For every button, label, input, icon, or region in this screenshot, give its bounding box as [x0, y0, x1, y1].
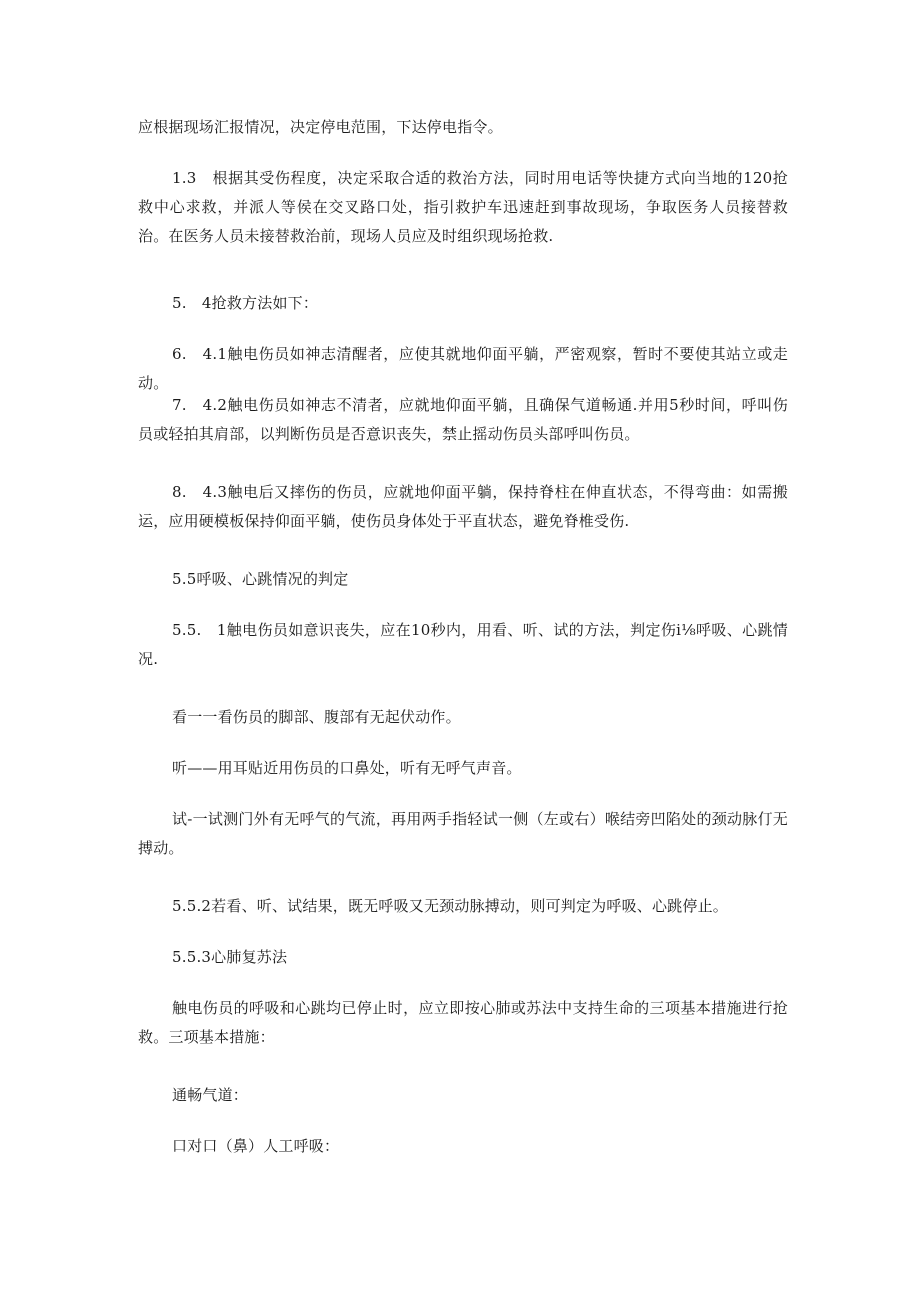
list-item-open-airway: 通畅气道： [172, 1086, 249, 1104]
paragraph-4-3-fall-injury: 8. 4.3触电后又摔伤的伤员，应就地仰面平躺，保持脊柱在伸直状态，不得弯曲：如需搬运，应用硬模板保持仰面平躺，使伤员身体处于平直状态，避免脊椎受伤. [138, 483, 788, 530]
paragraph-stop-power-order: 应根据现场汇报情况，决定停电范围，下达停电指令。 [138, 118, 503, 136]
paragraph-1-3-rescue-method: 1.3 根据其受伤程度，决定采取合适的救治方法，同时用电话等快捷方式向当地的120抢救中心求救，并派人等侯在交叉路口处，指引救护车迅速赶到事故现场，争取医务人员接替救治。在医务人员未接替救治前，现场人员应及时组织现场抢救. [138, 169, 788, 245]
paragraph-4-2-unconscious-victim: 7. 4.2触电伤员如神志不清者，应就地仰面平躺，且确保气道畅通.并用5秒时间，呼叫伤员或轻拍其肩部，以判断伤员是否意识丧失，禁止摇动伤员头部呼叫伤员。 [138, 396, 788, 443]
paragraph-5-5-1-judgement: 5.5. 1触电伤员如意识丧失，应在10秒内，用看、听、试的方法，判定伤i⅛呼吸、心跳情况. [138, 621, 788, 668]
section-heading-5-5-3: 5.5.3心肺复苏法 [172, 948, 288, 966]
paragraph-4-1-conscious-victim: 6. 4.1触电伤员如神志清醒者，应使其就地仰面平躺，严密观察，暂时不要使其站立或走动。 [138, 345, 788, 392]
paragraph-cpr-intro: 触电伤员的呼吸和心跳均已停止时，应立即按心肺或苏法中支持生命的三项基本措施进行抢救。三项基本措施： [138, 999, 788, 1046]
paragraph-listen: 听——用耳贴近用伤员的口鼻处，听有无呼气声音。 [172, 759, 522, 777]
paragraph-test: 试-一试测门外有无呼气的气流，再用两手指轻试一侧（左或右）喉结旁凹陷处的颈动脉仃无搏动。 [138, 810, 788, 857]
paragraph-look: 看一一看伤员的脚部、腹部有无起伏动作。 [172, 708, 461, 726]
paragraph-5-5-2-conclusion: 5.5.2若看、听、试结果，既无呼吸又无颈动脉搏动，则可判定为呼吸、心跳停止。 [172, 897, 728, 915]
section-heading-5-5: 5.5呼吸、心跳情况的判定 [172, 570, 349, 588]
paragraph-rescue-methods-heading: 5. 4抢救方法如下： [172, 294, 319, 312]
list-item-mouth-to-mouth: 口对口（鼻）人工呼吸： [172, 1137, 340, 1155]
